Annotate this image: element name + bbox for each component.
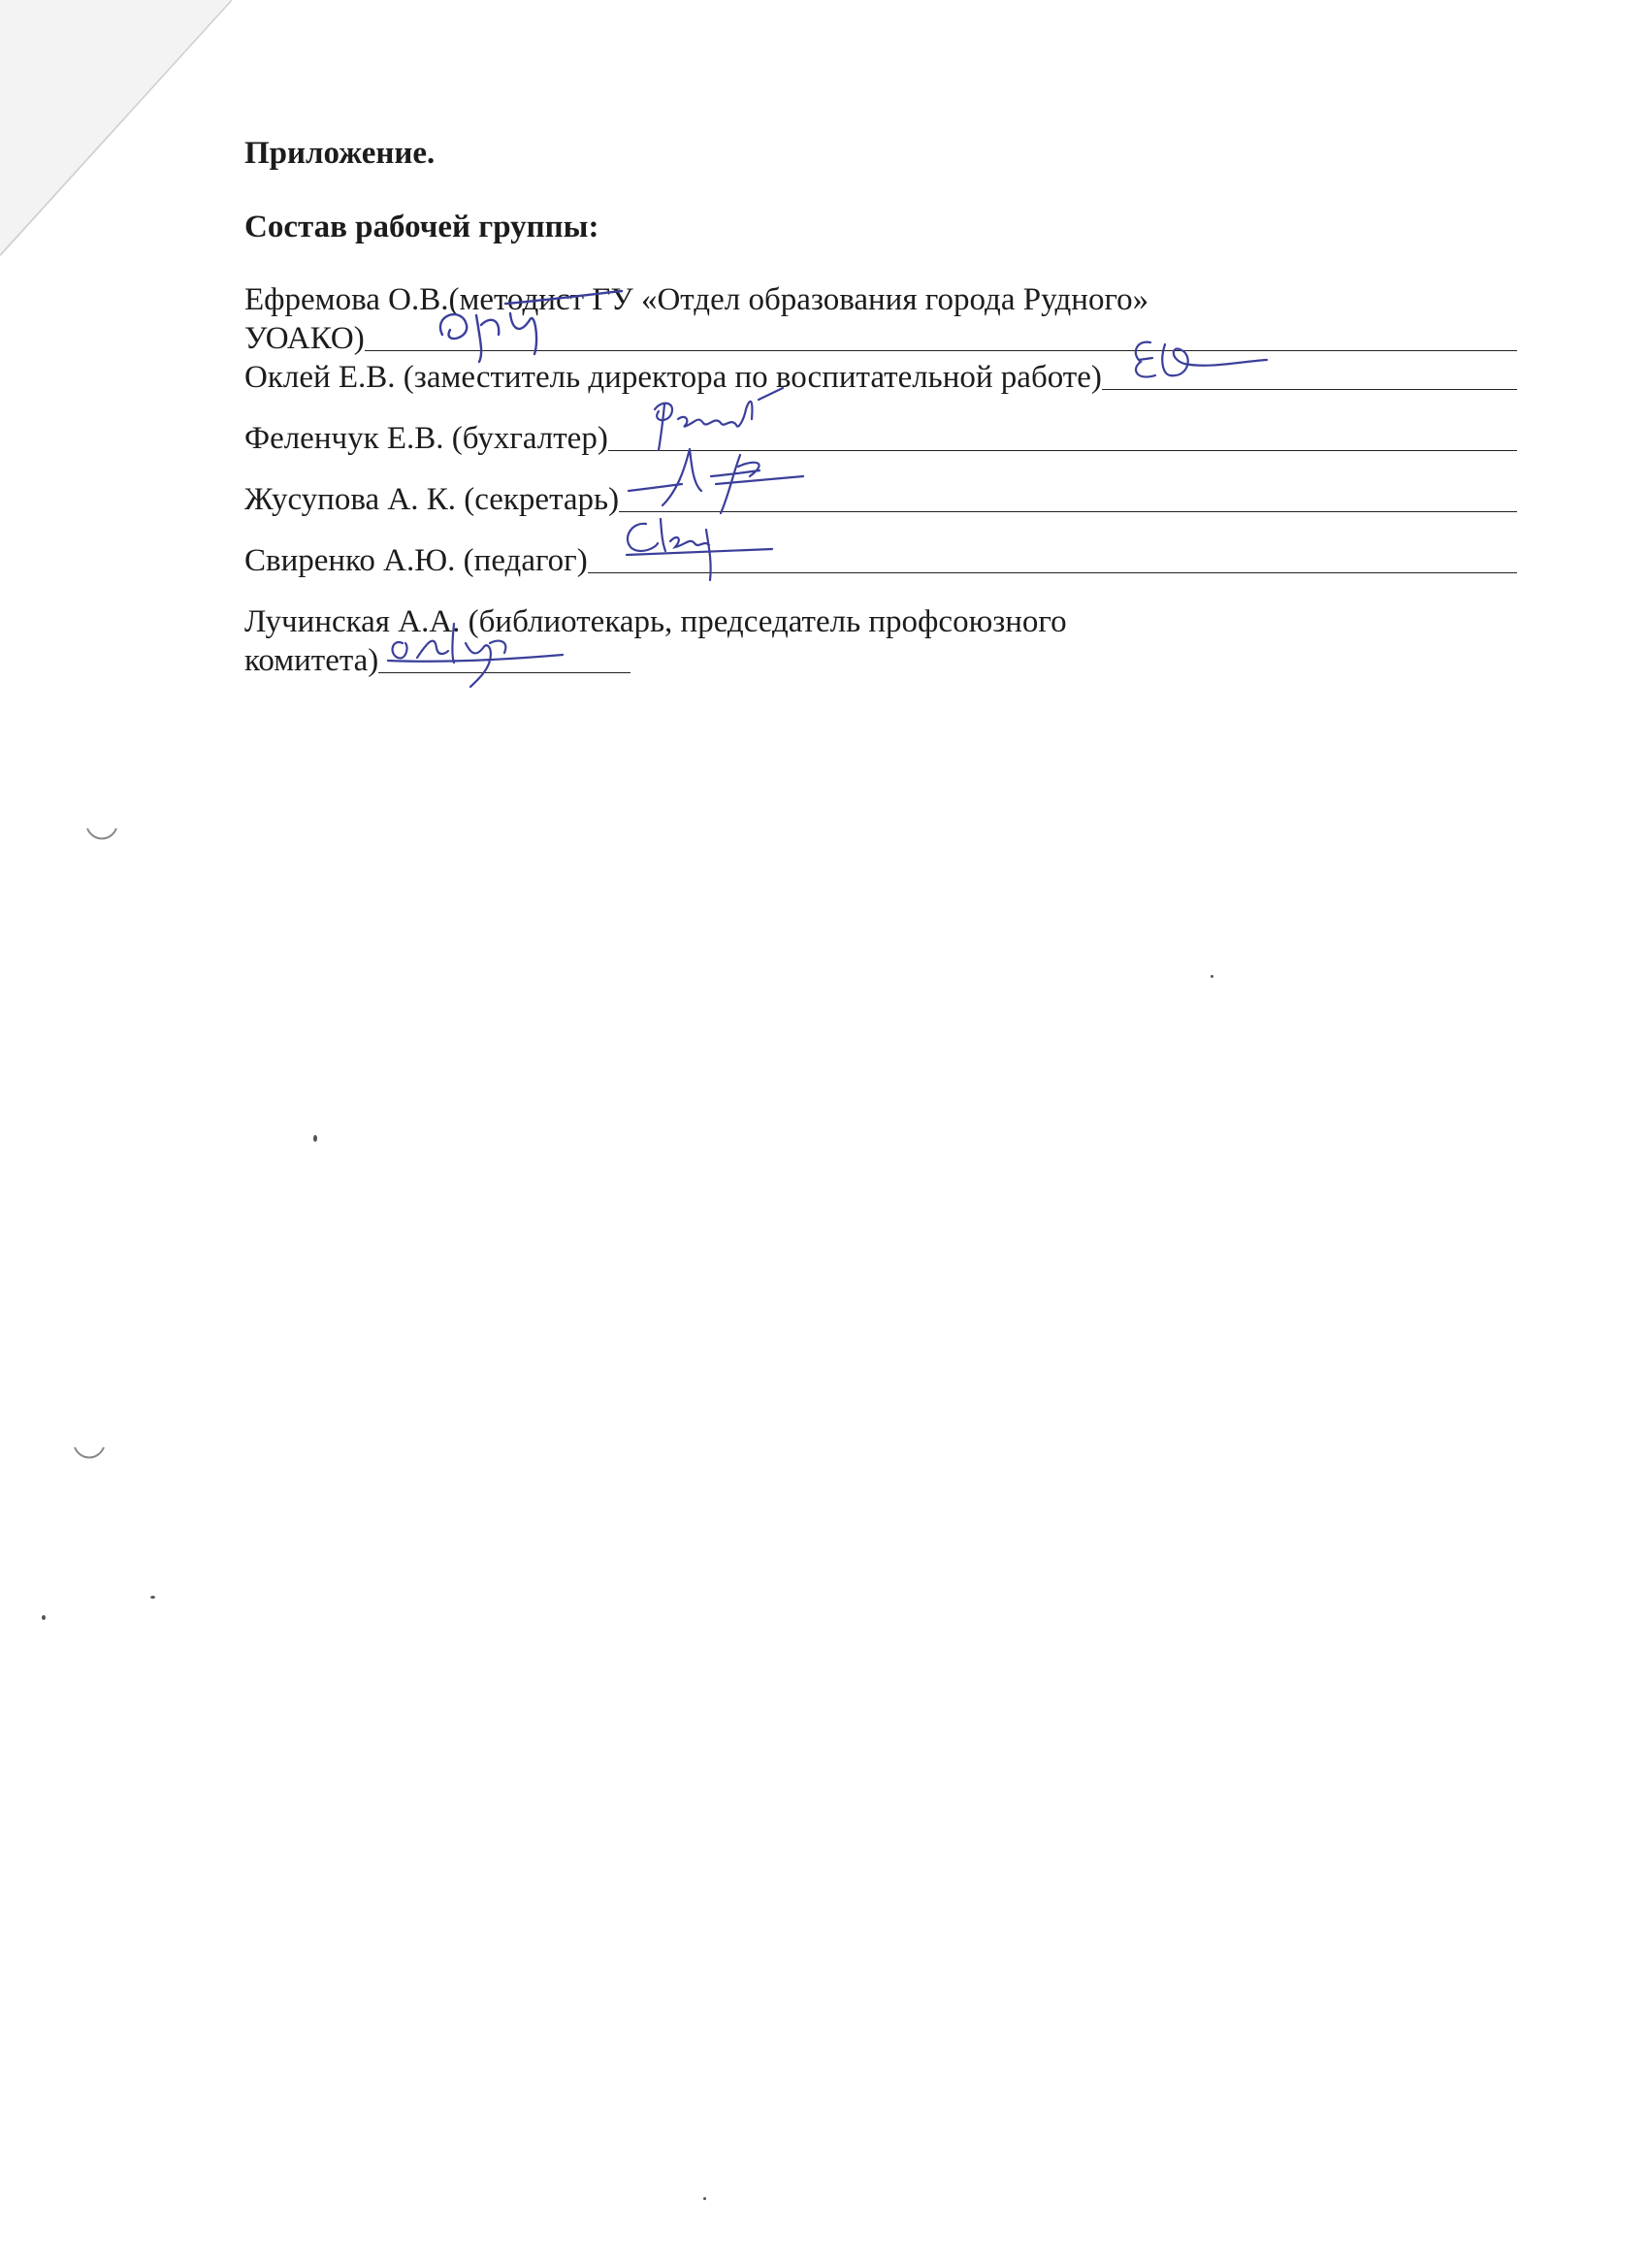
scan-speck [150,1596,155,1599]
member-entry-efremova [244,280,1517,358]
member-text-line2: комитета) [244,643,379,678]
punch-hole-mark [73,1445,106,1463]
scan-speck [313,1135,317,1142]
signature-line [1102,358,1517,390]
member-signature-row [244,641,1517,680]
member-entry-okley [244,358,1517,397]
scan-speck [703,2197,706,2200]
signature-line [588,541,1517,573]
punch-hole-mark [85,826,118,844]
member-entry-svirenko [244,541,1517,580]
member-text: Жусупова А. К. (секретарь) [244,482,620,517]
member-text-line1: Лучинская А.А. (библиотекарь, председатель профсоюзного [244,604,1067,639]
signature-efremova [423,286,636,364]
member-text-line2: УОАКО) [244,321,365,356]
member-text: Свиренко А.Ю. (педагог) [244,543,588,578]
member-entry-zhusupova [244,480,1517,519]
scan-speck [42,1615,46,1620]
signature-okley [1112,325,1277,393]
working-group-title: Состав рабочей группы: [244,210,599,244]
signature-svirenko [617,504,782,582]
member-signature-row [244,319,1517,358]
member-text-line1: Ефремова О.В.(методист ГУ «Отдел образования города Рудного» [244,282,1149,317]
appendix-title: Приложение. [244,136,436,171]
member-entry-felenchuk [244,419,1517,458]
document-body [244,134,1517,680]
signature-line [378,641,630,673]
member-text: Феленчук Е.В. (бухгалтер) [244,421,608,456]
folded-page-corner [0,0,233,257]
member-text: Оклей Е.В. (заместитель директора по воспитательной работе) [244,360,1102,395]
scan-speck [1211,975,1213,978]
signature-luchinskaya [378,604,572,697]
signature-line [365,319,1517,351]
member-entry-luchinskaya [244,602,1517,680]
